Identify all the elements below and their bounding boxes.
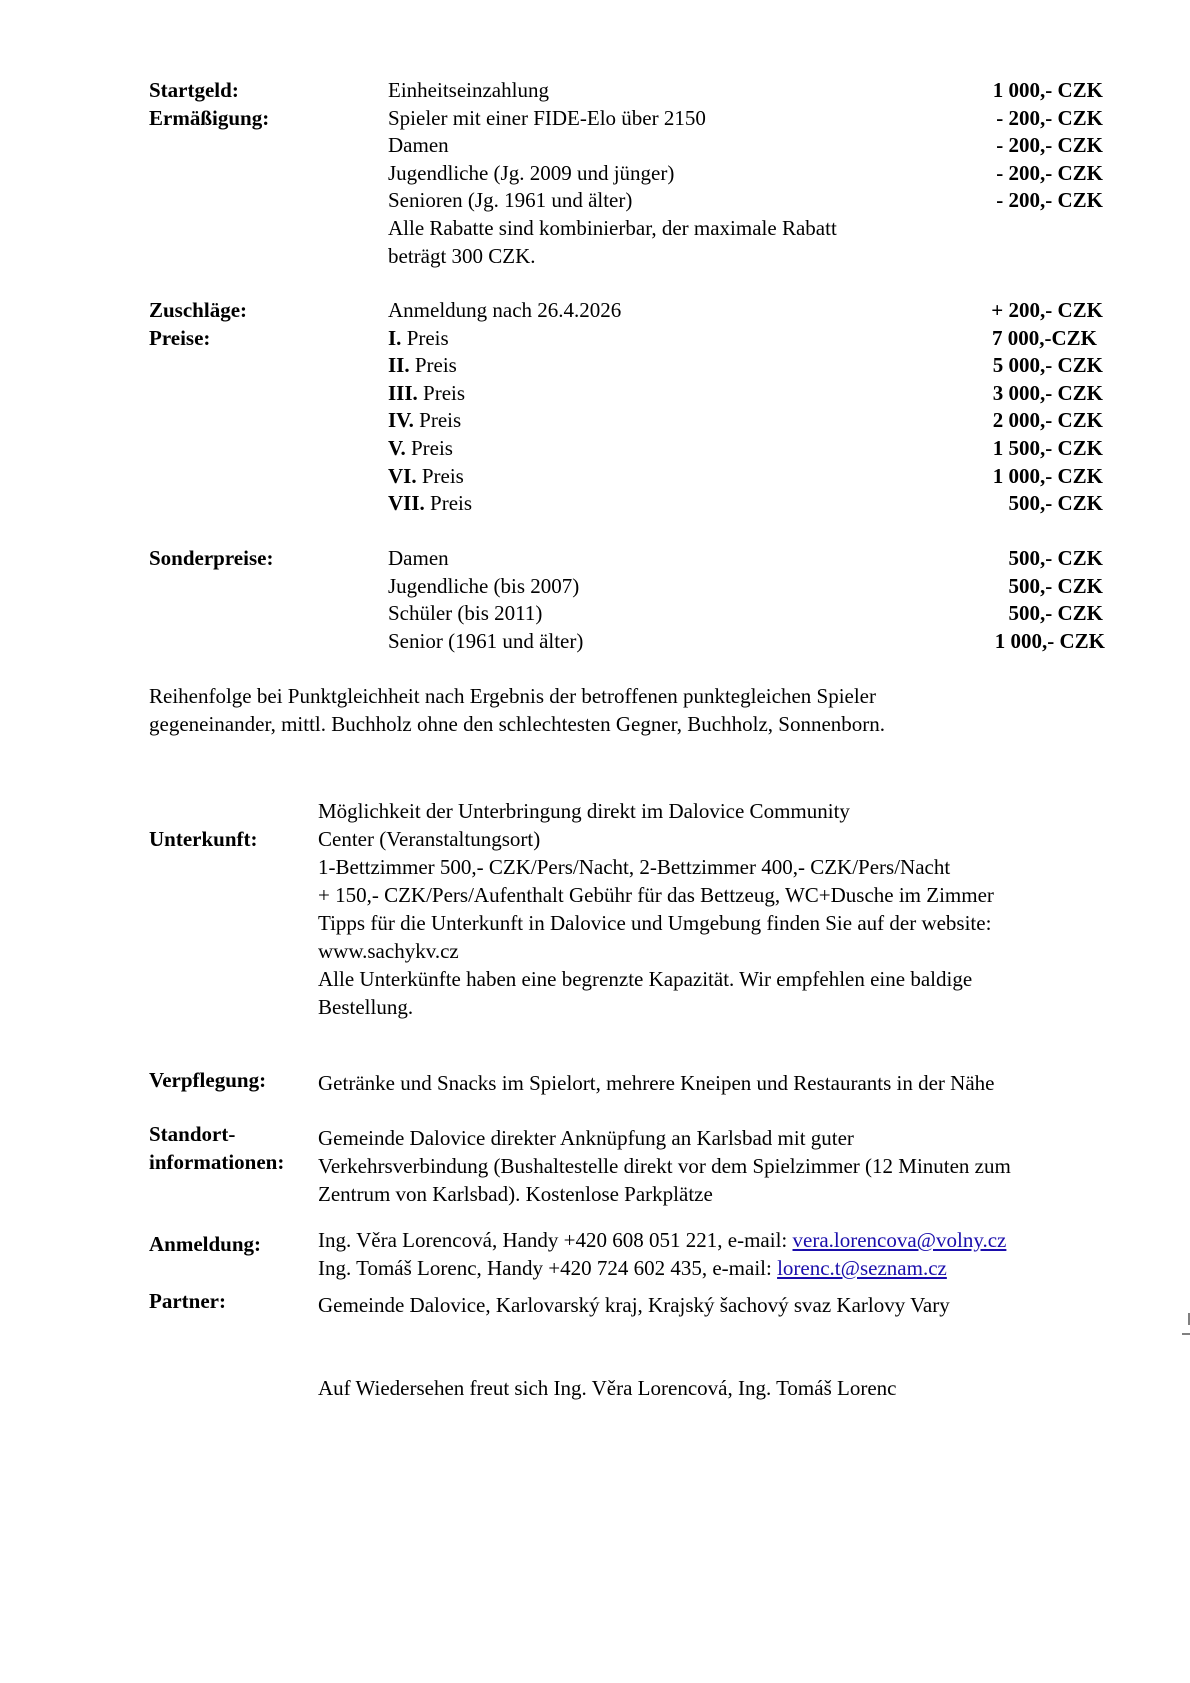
prize-amount: 1 500,- CZK (992, 436, 1103, 460)
prize-row (0, 462, 1190, 490)
discount-note: Alle Rabatte sind kombinierbar, der maximale Rabatt (388, 216, 837, 240)
amount-startgeld: 1 000,- CZK (992, 78, 1103, 102)
verpflegung-line: Getränke und Snacks im Spielort, mehrere Kneipen und Restaurants in der Nähe (318, 1071, 995, 1095)
discount-desc: Damen (388, 133, 449, 157)
unterkunft-line: + 150,- CZK/Pers/Aufenthalt Gebühr für das Bettzeug, WC+Dusche im Zimmer (318, 883, 994, 907)
standort-line: Verkehrsverbindung (Bushaltestelle direkt vor dem Spielzimmer (12 Minuten zum (318, 1154, 1011, 1178)
special-prize-amount: 500,- CZK (1008, 546, 1103, 570)
label-sonderpreise: Sonderpreise: (149, 546, 274, 570)
discount-row (0, 104, 1190, 132)
desc-startgeld: Einheitseinzahlung (388, 78, 549, 102)
prize-desc (388, 462, 464, 490)
prize-desc (388, 351, 457, 379)
prize-amount: 500,- CZK (1008, 491, 1103, 515)
prize-desc (388, 489, 472, 517)
discount-note-line (0, 242, 1190, 270)
prize-amount: 2 000,- CZK (992, 408, 1103, 432)
prize-desc (388, 324, 449, 352)
special-prize-row (0, 544, 1190, 572)
discount-amount: - 200,- CZK (996, 133, 1103, 157)
discount-row (0, 159, 1190, 187)
prize-desc (388, 434, 453, 462)
unterkunft-line: Alle Unterkünfte haben eine begrenzte Kapazität. Wir empfehlen eine baldige (318, 967, 973, 991)
unterkunft-text (318, 797, 1138, 1021)
label-preise: Preise: (149, 326, 211, 350)
prize-row (0, 324, 1190, 352)
email-link-tomas[interactable]: lorenc.t@seznam.cz (777, 1256, 947, 1280)
label-unterkunft: Unterkunft: (149, 827, 258, 851)
fee-row-zuschlaege (0, 296, 1190, 324)
discount-note: beträgt 300 CZK. (388, 244, 536, 268)
unterkunft-line: Möglichkeit der Unterbringung direkt im Dalovice Community (318, 799, 850, 823)
prize-rank: III. (388, 381, 418, 405)
special-prize-row (0, 599, 1190, 627)
tiebreak-line: gegeneinander, mittl. Buchholz ohne den schlechtesten Gegner, Buchholz, Sonnenborn. (149, 712, 886, 736)
label-standort-line: Standort- (149, 1122, 236, 1146)
prize-row (0, 351, 1190, 379)
prize-rank: VII. (388, 491, 425, 515)
special-prize-amount: 500,- CZK (1008, 574, 1103, 598)
prize-word: Preis (406, 326, 449, 350)
unterkunft-line: Bestellung. (318, 995, 414, 1019)
tiebreak-paragraph (149, 682, 1109, 738)
closing-line: Auf Wiedersehen freut sich Ing. Věra Lorencová, Ing. Tomáš Lorenc (318, 1376, 897, 1400)
discount-amount: - 200,- CZK (996, 106, 1103, 130)
prize-row (0, 434, 1190, 462)
verpflegung-text (318, 1069, 1138, 1097)
partner-text (318, 1291, 1138, 1319)
edge-mark-decoration (1181, 1311, 1190, 1337)
closing-text (318, 1374, 1138, 1402)
special-prize-amount: 500,- CZK (1008, 601, 1103, 625)
prize-rank: V. (388, 436, 406, 460)
special-prize-desc: Damen (388, 546, 449, 570)
partner-line: Gemeinde Dalovice, Karlovarský kraj, Krajský šachový svaz Karlovy Vary (318, 1293, 950, 1317)
prize-row (0, 489, 1190, 517)
label-zuschlaege: Zuschläge: (149, 298, 248, 322)
discount-amount: - 200,- CZK (996, 161, 1103, 185)
prize-word: Preis (410, 436, 453, 460)
unterkunft-website: www.sachykv.cz (318, 939, 459, 963)
label-anmeldung: Anmeldung: (149, 1232, 262, 1256)
contact-line (318, 1254, 1138, 1282)
prize-amount: 3 000,- CZK (992, 381, 1103, 405)
prize-row (0, 379, 1190, 407)
unterkunft-line: Tipps für die Unterkunft in Dalovice und Umgebung finden Sie auf der website: (318, 911, 992, 935)
prize-amount: 5 000,- CZK (992, 353, 1103, 377)
prize-row (0, 406, 1190, 434)
prize-desc (388, 406, 461, 434)
label-verpflegung: Verpflegung: (149, 1068, 267, 1092)
prize-desc (388, 379, 465, 407)
label-startgeld: Startgeld: (149, 78, 239, 102)
label-standort (149, 1120, 284, 1176)
prize-word: Preis (421, 464, 464, 488)
tiebreak-line: Reihenfolge bei Punktgleichheit nach Ergebnis der betroffenen punktegleichen Spieler (149, 684, 876, 708)
prize-amount: 1 000,- CZK (992, 464, 1103, 488)
label-standort-line: informationen: (149, 1150, 285, 1174)
prize-word: Preis (419, 408, 462, 432)
discount-note-line (0, 214, 1190, 242)
prize-rank: I. (388, 326, 402, 350)
special-prize-desc: Schüler (bis 2011) (388, 601, 543, 625)
contact-prefix: Ing. Tomáš Lorenc, Handy +420 724 602 435, e-mail: (318, 1256, 778, 1280)
discount-desc: Jugendliche (Jg. 2009 und jünger) (388, 161, 675, 185)
amount-zuschlaege: + 200,- CZK (991, 298, 1103, 322)
label-partner: Partner: (149, 1289, 226, 1313)
standort-line: Gemeinde Dalovice direkter Anknüpfung an Karlsbad mit guter (318, 1126, 854, 1150)
special-prize-desc: Jugendliche (bis 2007) (388, 574, 580, 598)
discount-row (0, 131, 1190, 159)
prize-word: Preis (430, 491, 473, 515)
fee-row-startgeld (0, 76, 1190, 104)
prize-word: Preis (423, 381, 466, 405)
unterkunft-line: Center (Veranstaltungsort) (318, 827, 541, 851)
special-prize-row (0, 627, 1190, 655)
prize-rank: IV. (388, 408, 414, 432)
standort-text (318, 1124, 1138, 1208)
discount-desc: Senioren (Jg. 1961 und älter) (388, 188, 633, 212)
discount-row (0, 186, 1190, 214)
email-link-vera[interactable]: vera.lorencova@volny.cz (792, 1228, 1007, 1252)
prize-amount: 7 000,-CZK (992, 326, 1097, 350)
standort-line: Zentrum von Karlsbad). Kostenlose Parkplätze (318, 1182, 713, 1206)
discount-desc: Spieler mit einer FIDE-Elo über 2150 (388, 106, 706, 130)
contact-prefix: Ing. Věra Lorencová, Handy +420 608 051 221, e-mail: (318, 1228, 793, 1252)
special-prize-amount: 1 000,- CZK (994, 629, 1105, 653)
label-ermaessigung: Ermäßigung: (149, 106, 270, 130)
discount-amount: - 200,- CZK (996, 188, 1103, 212)
desc-zuschlaege: Anmeldung nach 26.4.2026 (388, 298, 622, 322)
prize-word: Preis (414, 353, 457, 377)
special-prize-desc: Senior (1961 und älter) (388, 629, 584, 653)
unterkunft-line: 1-Bettzimmer 500,- CZK/Pers/Nacht, 2-Bettzimmer 400,- CZK/Pers/Nacht (318, 855, 951, 879)
prize-rank: VI. (388, 464, 417, 488)
contact-line (318, 1226, 1138, 1254)
anmeldung-text (318, 1226, 1138, 1282)
special-prize-row (0, 572, 1190, 600)
prize-rank: II. (388, 353, 410, 377)
